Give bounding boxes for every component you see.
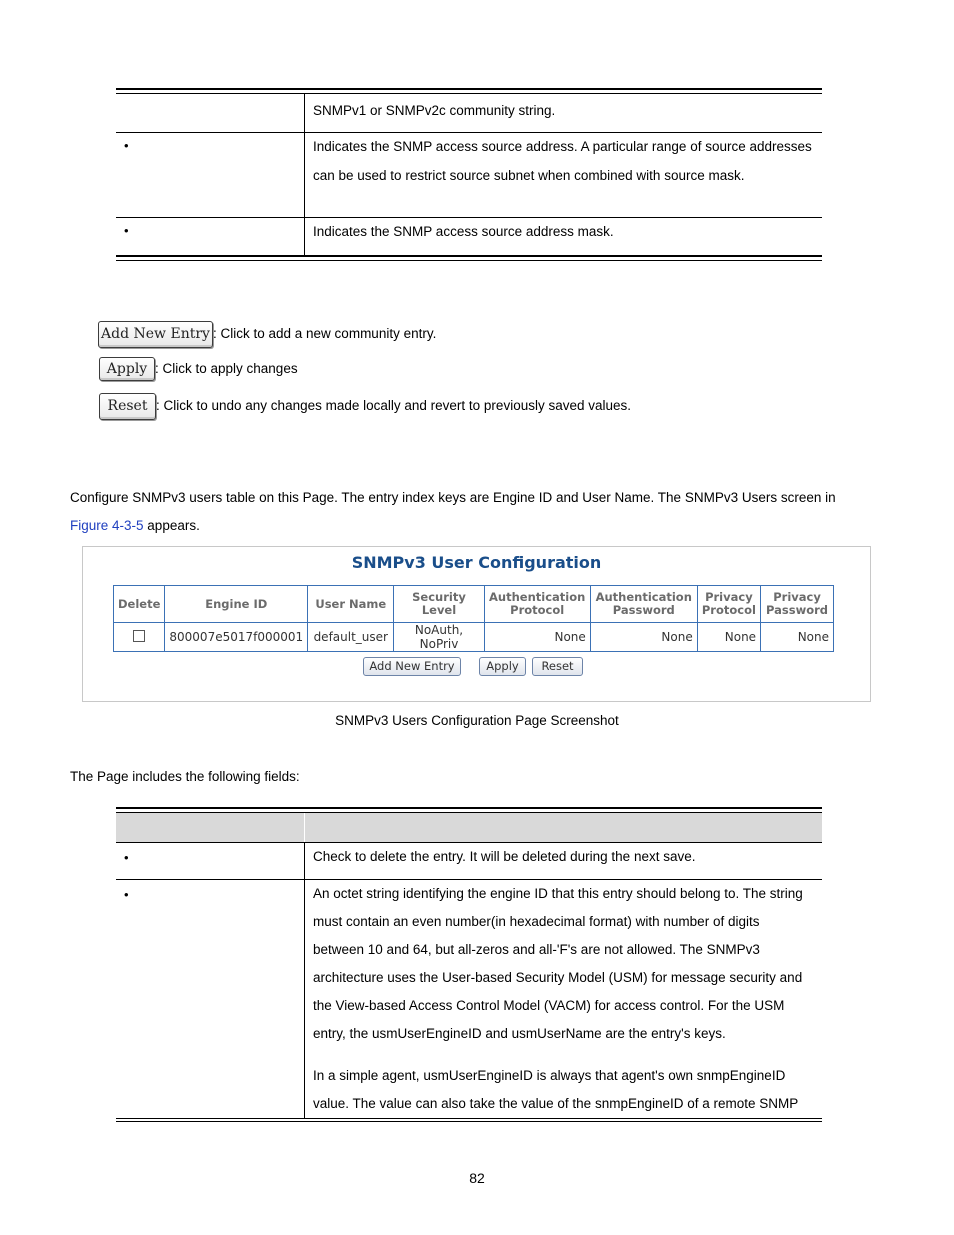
col-delete: Delete bbox=[114, 586, 165, 623]
table-header bbox=[116, 813, 822, 843]
header-object-cell bbox=[116, 813, 305, 842]
figure-link[interactable]: Figure 4-3-5 bbox=[70, 518, 144, 533]
field-name-cell bbox=[116, 133, 305, 217]
fields-intro: The Page includes the following fields: bbox=[70, 769, 300, 784]
reset-button[interactable]: Reset bbox=[99, 393, 156, 420]
privacy-protocol-value: None bbox=[697, 623, 760, 652]
figure-caption: SNMPv3 Users Configuration Page Screenshot bbox=[335, 713, 619, 728]
auth-password-value: None bbox=[590, 623, 697, 652]
field-desc: SNMPv1 or SNMPv2c community string. bbox=[313, 103, 556, 118]
add-entry-explanation bbox=[98, 321, 436, 348]
field-name-cell bbox=[116, 843, 305, 879]
table-header-row bbox=[114, 586, 834, 623]
table-row bbox=[114, 623, 834, 652]
add-entry-desc: : Click to add a new community entry. bbox=[213, 326, 437, 341]
intro-text-end: appears. bbox=[143, 518, 200, 533]
apply-explanation bbox=[99, 357, 298, 381]
col-auth-protocol: Authentication Protocol bbox=[484, 586, 590, 623]
page-number: 82 bbox=[469, 1170, 485, 1186]
field-name-cell bbox=[116, 880, 305, 1118]
table-row bbox=[116, 94, 822, 133]
field-desc-cell bbox=[305, 880, 822, 1118]
col-engine-id: Engine ID bbox=[165, 586, 308, 623]
reset-desc: : Click to undo any changes made locally and revert to previously saved values. bbox=[156, 398, 632, 413]
screenshot-title: SNMPv3 User Configuration bbox=[351, 553, 602, 572]
table-row bbox=[116, 133, 822, 218]
field-desc: Check to delete the entry. It will be deleted during the next save. bbox=[313, 849, 696, 864]
col-user-name: User Name bbox=[308, 586, 394, 623]
user-config-table bbox=[113, 585, 834, 652]
screenshot-apply-button[interactable]: Apply bbox=[479, 657, 526, 676]
security-level-value: NoAuth, NoPriv bbox=[394, 623, 484, 652]
col-auth-password: Authentication Password bbox=[590, 586, 697, 623]
engine-id-value: 800007e5017f000001 bbox=[165, 623, 308, 652]
intro-paragraph bbox=[70, 484, 880, 540]
privacy-password-value: None bbox=[761, 623, 834, 652]
table-row bbox=[116, 218, 822, 255]
bullet: • bbox=[124, 850, 129, 865]
field-name-cell bbox=[116, 94, 305, 132]
table-bottom-rule bbox=[116, 255, 822, 261]
reset-explanation bbox=[99, 393, 631, 420]
col-security-level: Security Level bbox=[394, 586, 484, 623]
field-desc: Indicates the SNMP access source address. A particular range of source addresses can be used to restrict source subnet when combined with source mask. bbox=[313, 139, 812, 183]
bullet: • bbox=[124, 887, 129, 902]
col-privacy-password: Privacy Password bbox=[761, 586, 834, 623]
apply-button[interactable]: Apply bbox=[99, 357, 155, 381]
field-name-cell bbox=[116, 218, 305, 255]
fields-table bbox=[116, 807, 822, 1122]
intro-text: Configure SNMPv3 users table on this Page. The entry index keys are Engine ID and User Name. The SNMPv3 Users screen in bbox=[70, 490, 836, 505]
delete-checkbox[interactable] bbox=[133, 630, 145, 642]
apply-desc: : Click to apply changes bbox=[155, 361, 298, 376]
screenshot-add-new-entry-button[interactable]: Add New Entry bbox=[363, 657, 461, 676]
table-row bbox=[116, 880, 822, 1118]
table-bottom-rule bbox=[116, 1118, 822, 1122]
field-desc: An octet string identifying the engine ID that this entry should belong to. The string must contain an even number(in hexadecimal format) with number of digits between 10 and 64, but all-zeros and all-'F's are not allowed. The SNMPv3 architecture uses the User-based Security Model (USM) for message security and the View-based Access Control Model (VACM) for access control. For the USM entry, the usmUserEngineID and usmUserName are the entry's keys. bbox=[313, 886, 803, 1041]
bullet: • bbox=[124, 138, 129, 153]
delete-cell bbox=[114, 623, 165, 652]
field-desc: Indicates the SNMP access source address mask. bbox=[313, 224, 614, 239]
bullet: • bbox=[124, 223, 129, 238]
col-privacy-protocol: Privacy Protocol bbox=[697, 586, 760, 623]
auth-protocol-value: None bbox=[484, 623, 590, 652]
top-field-table bbox=[116, 88, 822, 261]
header-description-cell bbox=[305, 813, 822, 842]
table-row bbox=[116, 843, 822, 880]
field-desc-continued: In a simple agent, usmUserEngineID is always that agent's own snmpEngineID value. The value can also take the value of the snmpEngineID of a remote SNMP bbox=[313, 1068, 799, 1111]
screenshot-reset-button[interactable]: Reset bbox=[532, 657, 583, 676]
screenshot-frame bbox=[82, 546, 871, 702]
add-new-entry-button[interactable]: Add New Entry bbox=[98, 321, 213, 348]
user-name-value: default_user bbox=[308, 623, 394, 652]
